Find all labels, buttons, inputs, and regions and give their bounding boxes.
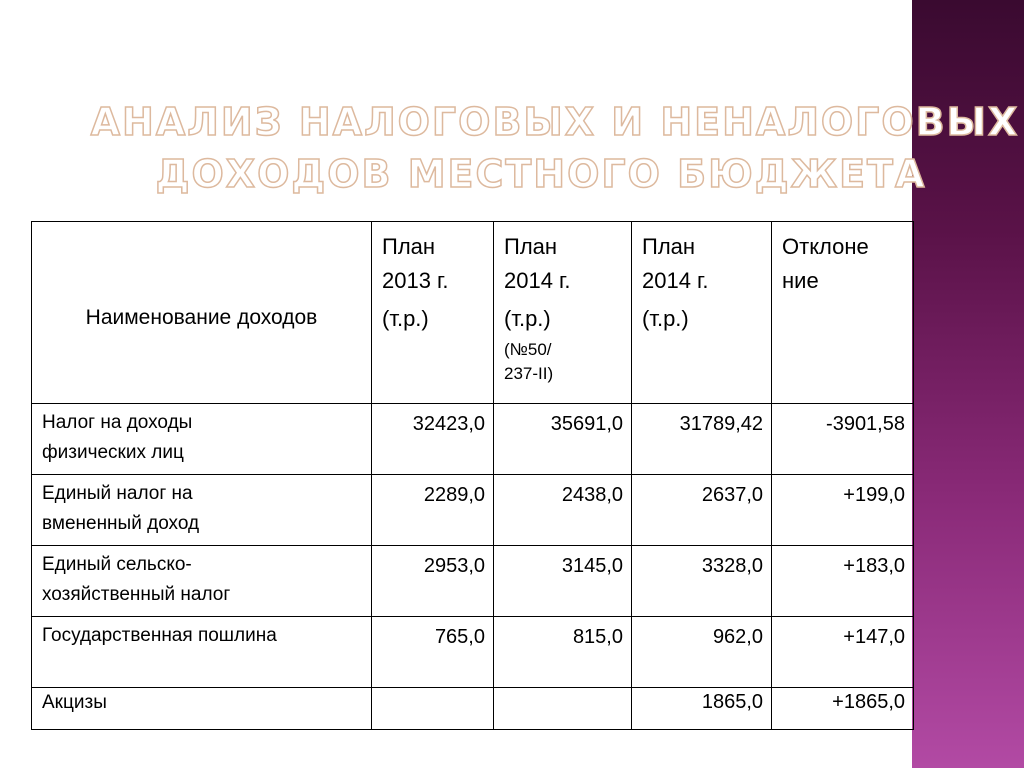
- header-plan-2013-unit: (т.р.): [382, 306, 429, 331]
- header-plan-2014-revised: [632, 222, 772, 404]
- cell-plan-2014: [494, 688, 632, 730]
- row-income-name: [32, 617, 372, 688]
- header-plan-2013-line2: 2013 г.: [382, 268, 449, 293]
- header-deviation: [772, 222, 914, 404]
- header-deviation-line1: Отклоне: [782, 234, 869, 259]
- row-income-name: [32, 404, 372, 475]
- header-plan-2014b-line1: План: [642, 234, 696, 259]
- row-name-line2: вмененный доход: [42, 513, 200, 534]
- slide-title-line1: АНАЛИЗ НАЛОГОВЫХ И НЕНАЛОГОВЫХ: [90, 100, 1020, 144]
- row-income-name: [32, 475, 372, 546]
- header-income-name-label: Наименование доходов: [85, 305, 318, 329]
- income-table: [31, 221, 914, 730]
- cell-plan-2014-revised: 1865,0: [632, 688, 772, 730]
- cell-deviation: +183,0: [772, 546, 914, 617]
- row-name-line1: Налог на доходы: [42, 412, 193, 433]
- row-income-name: [32, 688, 372, 730]
- table-row: [32, 546, 914, 617]
- cell-plan-2014: 3145,0: [494, 546, 632, 617]
- slide-title-line2: ДОХОДОВ МЕСТНОГО БЮДЖЕТА: [155, 152, 927, 196]
- cell-plan-2014: 815,0: [494, 617, 632, 688]
- table-row: [32, 475, 914, 546]
- row-name-line1: Акцизы: [42, 692, 107, 713]
- cell-deviation: -3901,58: [772, 404, 914, 475]
- header-plan-2013: [372, 222, 494, 404]
- header-plan-2014b-unit: (т.р.): [642, 306, 689, 331]
- cell-plan-2013: 765,0: [372, 617, 494, 688]
- row-name-line1: Государственная пошлина: [42, 625, 277, 646]
- table-header-row: [32, 222, 914, 404]
- header-deviation-line2: ние: [782, 268, 819, 293]
- row-name-line2: физических лиц: [42, 442, 184, 463]
- slide-title: [0, 96, 1024, 200]
- header-plan-2014: [494, 222, 632, 404]
- cell-deviation: +147,0: [772, 617, 914, 688]
- cell-plan-2014-revised: 3328,0: [632, 546, 772, 617]
- header-income-name: [32, 222, 372, 404]
- header-plan-2014-note1: (№50/: [504, 340, 552, 359]
- table-row: [32, 688, 914, 730]
- cell-plan-2014: 35691,0: [494, 404, 632, 475]
- cell-deviation: +1865,0: [772, 688, 914, 730]
- cell-plan-2013: [372, 688, 494, 730]
- header-plan-2014-note2: 237-II): [504, 364, 554, 383]
- row-name-line1: Единый налог на: [42, 483, 193, 504]
- header-plan-2014-note: [504, 338, 625, 386]
- cell-plan-2013: 2289,0: [372, 475, 494, 546]
- table-row: [32, 404, 914, 475]
- row-name-line2: хозяйственный налог: [42, 584, 231, 605]
- header-plan-2014-line1: План: [504, 234, 558, 259]
- header-plan-2013-line1: План: [382, 234, 436, 259]
- header-plan-2014-unit: (т.р.): [504, 306, 551, 331]
- cell-plan-2014-revised: 2637,0: [632, 475, 772, 546]
- cell-plan-2013: 2953,0: [372, 546, 494, 617]
- row-income-name: [32, 546, 372, 617]
- header-plan-2014-line2: 2014 г.: [504, 268, 571, 293]
- table-row: [32, 617, 914, 688]
- cell-plan-2013: 32423,0: [372, 404, 494, 475]
- row-name-line1: Единый сельско-: [42, 554, 192, 575]
- cell-deviation: +199,0: [772, 475, 914, 546]
- cell-plan-2014-revised: 962,0: [632, 617, 772, 688]
- cell-plan-2014-revised: 31789,42: [632, 404, 772, 475]
- cell-plan-2014: 2438,0: [494, 475, 632, 546]
- header-plan-2014b-line2: 2014 г.: [642, 268, 709, 293]
